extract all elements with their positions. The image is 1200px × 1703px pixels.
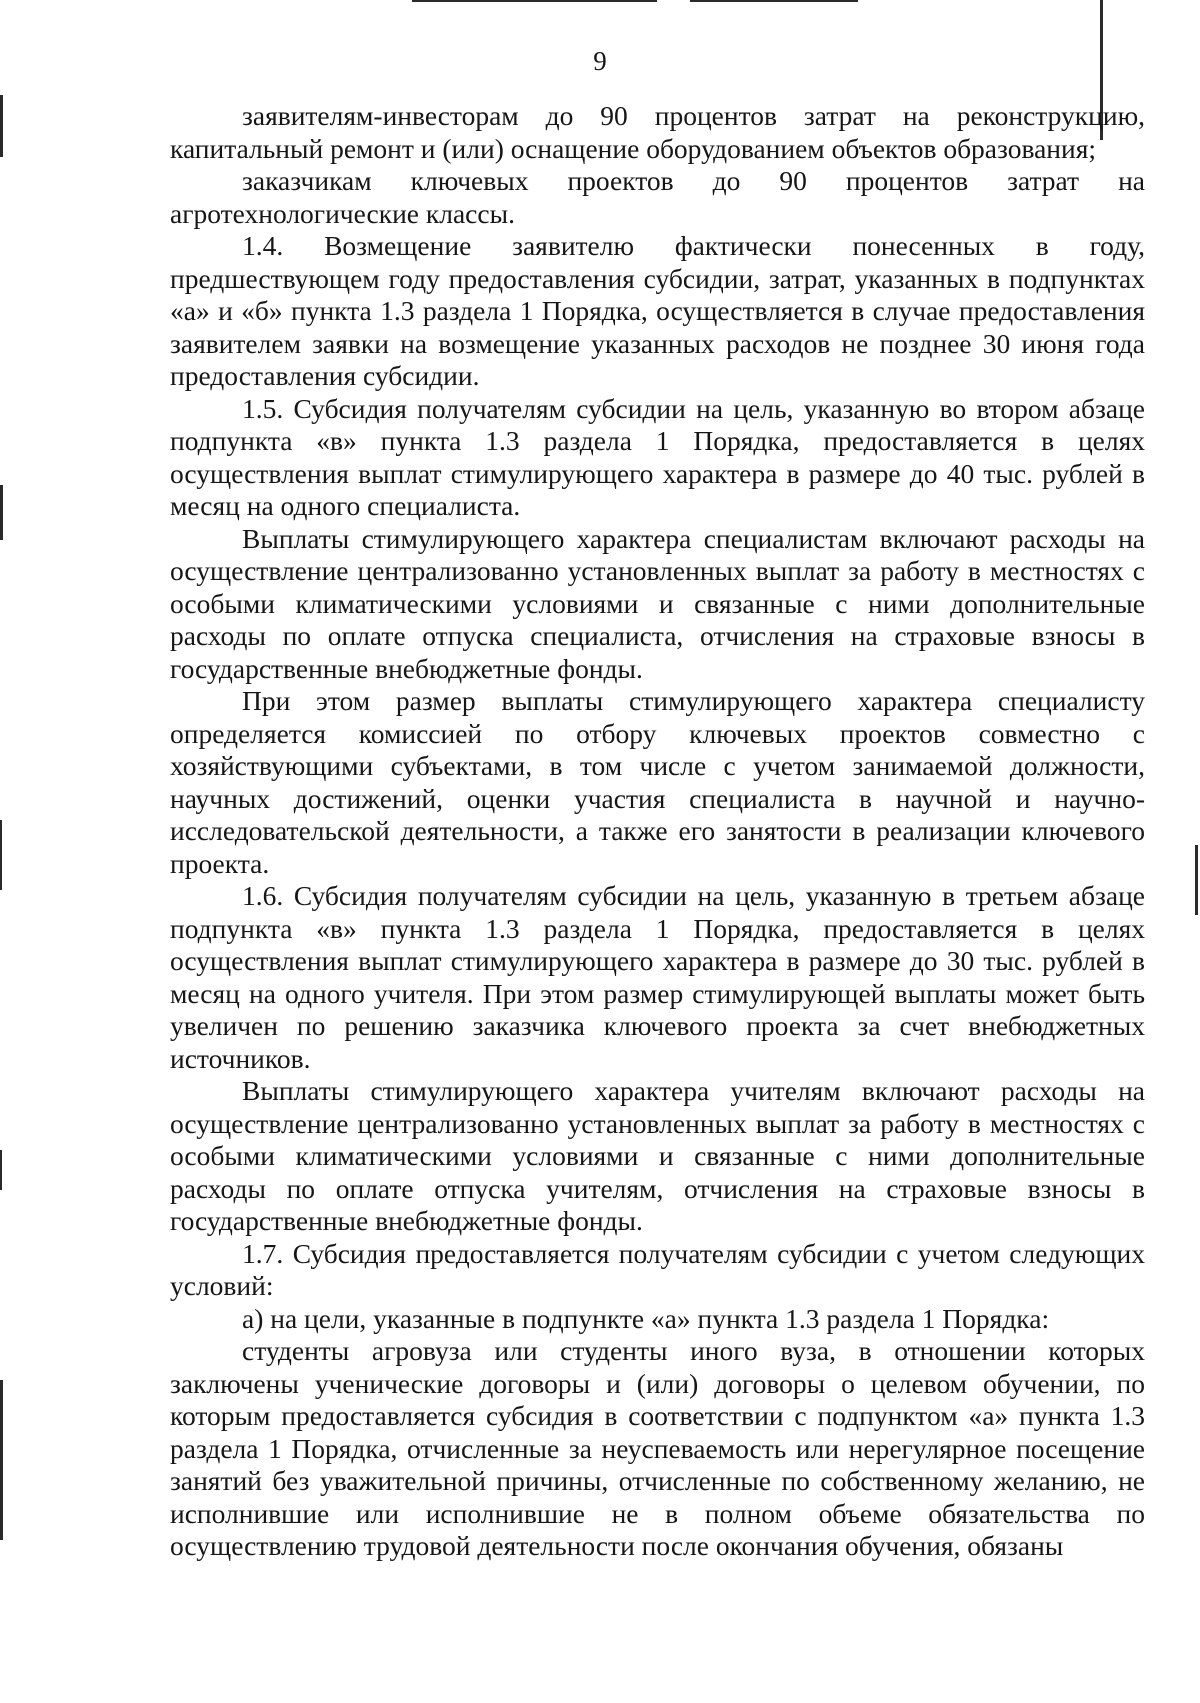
paragraph-specialist-payments: Выплаты стимулирующего характера специалистам включают расходы на осуществление централизованно установленных выплат за работу в местностях с особыми климатическими условиями и связанные с ними дополнительные расходы по оплате отпуска специалиста, отчисления на страховые взносы в государственные внебюджетные фонды.	[170, 522, 1145, 684]
paragraph-1-7-a: а) на цели, указанные в подпункте «а» пункта 1.3 раздела 1 Порядка:	[242, 1302, 1050, 1334]
document-body	[170, 100, 1145, 1563]
scan-mark-right-2	[1195, 845, 1198, 915]
scan-mark-left-5	[0, 1380, 3, 1540]
paragraph-students: студенты агровуза или студенты иного вуза, в отношении которых заключены ученические договоры и (или) договоры о целевом обучении, по которым предоставляется субсидия в соответствии с подпунктом «а» пункта 1.3 раздела 1 Порядка, отчисленные за неуспеваемость или нерегулярное посещение занятий без уважительной причины, отчисленные по собственному желанию, не исполнившие или исполнившие не в полном объеме обязательства по осуществлению трудовой деятельности после окончания обучения, обязаны	[170, 1335, 1145, 1561]
scan-mark-top-left	[412, 0, 657, 2]
paragraph-1-5: 1.5. Субсидия получателям субсидии на цель, указанную во втором абзаце подпункта «в» пункта 1.3 раздела 1 Порядка, предоставляется в целях осуществления выплат стимулирующего характера в размере до 40 тыс. рублей в месяц на одного специалиста.	[170, 392, 1145, 521]
paragraph-1-4: 1.4. Возмещение заявителю фактически понесенных в году, предшествующем году предоставления субсидии, затрат, указанных в подпунктах «а» и «б» пункта 1.3 раздела 1 Порядка, осуществляется в случае предоставления заявителем заявки на возмещение указанных расходов не позднее 30 июня года предоставления субсидии.	[170, 230, 1145, 391]
scan-mark-left-4	[0, 1150, 2, 1190]
scan-mark-left-1	[0, 95, 3, 157]
paragraph-customers: заказчикам ключевых проектов до 90 процентов затрат на агротехнологические классы.	[170, 165, 1145, 229]
paragraph-payment-amount: При этом размер выплаты стимулирующего характера специалисту определяется комиссией по отбору ключевых проектов совместно с хозяйствующими субъектами, в том числе с учетом занимаемой должности, научных достижений, оценки участия специалиста в научной и научно-исследовательской деятельности, а также его занятости в реализации ключевого проекта.	[170, 685, 1145, 879]
scan-mark-left-3	[0, 820, 2, 890]
scan-mark-top-right	[690, 0, 858, 2]
page-number: 9	[593, 46, 607, 76]
paragraph-1-7: 1.7. Субсидия предоставляется получателям субсидии с учетом следующих условий:	[170, 1237, 1145, 1301]
paragraph-investors: заявителям-инвесторам до 90 процентов затрат на реконструкцию, капитальный ремонт и (или) оснащение оборудованием объектов образования;	[170, 100, 1145, 164]
scan-mark-left-2	[0, 485, 3, 540]
paragraph-teacher-payments: Выплаты стимулирующего характера учителям включают расходы на осуществление централизованно установленных выплат за работу в местностях с особыми климатическими условиями и связанные с ними дополнительные расходы по оплате отпуска учителям, отчисления на страховые взносы в государственные внебюджетные фонды.	[170, 1075, 1145, 1236]
paragraph-1-6: 1.6. Субсидия получателям субсидии на цель, указанную в третьем абзаце подпункта «в» пункта 1.3 раздела 1 Порядка, предоставляется в целях осуществления выплат стимулирующего характера в размере до 30 тыс. рублей в месяц на одного учителя. При этом размер стимулирующей выплаты может быть увеличен по решению заказчика ключевого проекта за счет внебюджетных источников.	[170, 880, 1145, 1074]
